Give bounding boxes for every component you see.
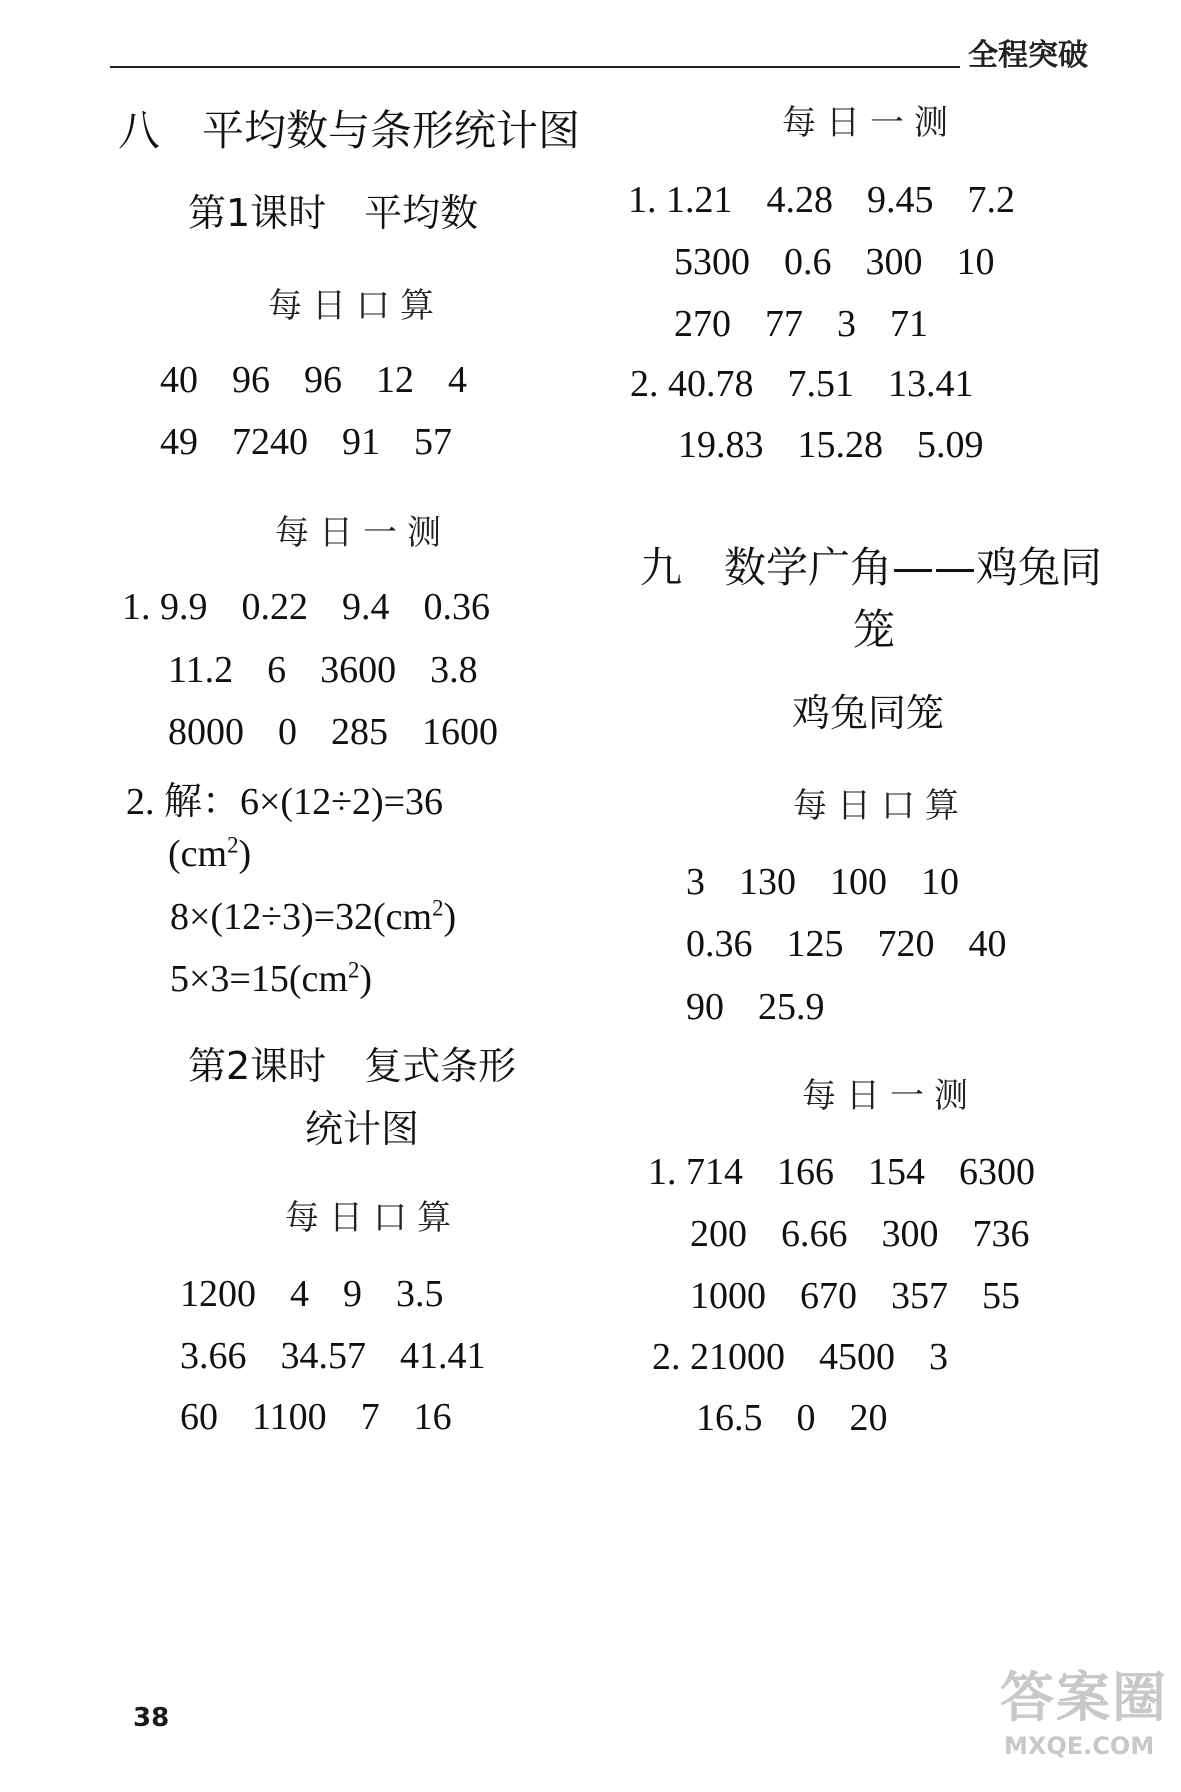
page-number: 38 xyxy=(133,1703,170,1733)
answer-value: 9.45 xyxy=(867,179,934,221)
answer-value: 2. 21000 xyxy=(652,1336,785,1378)
answer-value: 49 xyxy=(160,421,198,463)
answer-value: 270 xyxy=(674,303,731,345)
answer-value: 357 xyxy=(891,1275,948,1317)
answer-row xyxy=(180,1395,452,1439)
answer-line: $5\times 3=15(cm^2)$ xyxy=(170,957,373,1000)
answer-value: 0.36 xyxy=(423,586,490,628)
watermark-url: MXQE.COM xyxy=(1004,1732,1155,1760)
answer-row xyxy=(674,302,928,346)
answer-value: 90 xyxy=(686,986,724,1028)
answer-row xyxy=(630,362,974,406)
answer-value: 15.28 xyxy=(797,424,883,466)
answer-value: 8000 xyxy=(168,711,244,753)
answer-value: 1600 xyxy=(422,711,498,753)
answer-value: 4500 xyxy=(819,1336,895,1378)
answer-value: 1100 xyxy=(252,1396,327,1438)
section-title: 每日一测 xyxy=(782,103,958,143)
answer-value: 166 xyxy=(777,1151,834,1193)
answer-value: 19.83 xyxy=(678,424,764,466)
answer-row xyxy=(160,420,452,464)
answer-value: 20 xyxy=(849,1397,888,1439)
answer-value: 100 xyxy=(830,861,887,903)
answer-value: 7.2 xyxy=(967,179,1015,221)
answer-value: 300 xyxy=(865,241,923,283)
section-title: 每日口算 xyxy=(793,786,969,826)
answer-value: 2. 40.78 xyxy=(630,363,754,405)
answer-row xyxy=(180,1272,444,1316)
answer-value: 736 xyxy=(972,1213,1030,1255)
answer-value: 4 xyxy=(448,359,467,401)
answer-value: 0.36 xyxy=(686,923,753,965)
answer-value: 71 xyxy=(890,303,928,345)
answer-row xyxy=(652,1335,948,1379)
section-title: 每日口算 xyxy=(285,1198,461,1238)
answer-value: 34.57 xyxy=(280,1335,366,1377)
watermark-text: 答案圈 xyxy=(1000,1666,1168,1729)
answer-value: 5.09 xyxy=(917,424,984,466)
answer-row xyxy=(690,1212,1030,1256)
lesson-title: 第2课时 复式条形 xyxy=(188,1044,517,1088)
answer-value: 57 xyxy=(414,421,452,463)
answer-value: 125 xyxy=(786,923,844,965)
answer-value: 300 xyxy=(881,1213,939,1255)
section-title: 每日口算 xyxy=(268,286,444,326)
answer-value: 40 xyxy=(160,359,198,401)
answer-value: 6300 xyxy=(959,1151,1035,1193)
watermark xyxy=(1000,1655,1168,1760)
chapter-title: 九 数学广角——鸡兔同 xyxy=(640,543,1103,592)
answer-row xyxy=(160,358,467,402)
answer-value: 0.6 xyxy=(784,241,832,283)
answer-value: 55 xyxy=(982,1275,1020,1317)
answer-value: 1200 xyxy=(180,1273,256,1315)
answer-value: 6.66 xyxy=(781,1213,848,1255)
answer-value: 25.9 xyxy=(758,986,825,1028)
answer-value: 40 xyxy=(968,923,1007,965)
chapter-title: 笼 xyxy=(853,605,896,654)
answer-value: 200 xyxy=(690,1213,747,1255)
answer-value: 285 xyxy=(331,711,388,753)
chapter-title: 八 平均数与条形统计图 xyxy=(118,106,581,155)
answer-value: 3 xyxy=(929,1336,948,1378)
answer-value: 0 xyxy=(796,1397,816,1439)
answer-value: 3 xyxy=(837,303,856,345)
answer-value: 4 xyxy=(290,1273,309,1315)
answer-line: $8\times(12\div 3)=32(cm^2)$ xyxy=(170,895,457,938)
lesson-title: 鸡兔同笼 xyxy=(792,691,945,735)
answer-value: 7.51 xyxy=(787,363,854,405)
answer-value: 0.22 xyxy=(241,586,308,628)
answer-value: 77 xyxy=(765,303,803,345)
answer-value: 5300 xyxy=(674,241,750,283)
answer-row xyxy=(122,585,490,629)
answer-row xyxy=(168,710,498,754)
answer-row xyxy=(686,985,825,1029)
answer-value: 9.4 xyxy=(342,586,390,628)
lesson-title: 第1课时 平均数 xyxy=(188,191,479,235)
section-title: 每日一测 xyxy=(275,513,451,553)
answer-value: 7 xyxy=(360,1396,380,1438)
answer-value: 670 xyxy=(800,1275,857,1317)
answer-value: 9 xyxy=(343,1273,362,1315)
answer-row xyxy=(180,1334,486,1378)
answer-value: 6 xyxy=(267,649,287,691)
answer-line: $(cm^2)$ xyxy=(168,832,252,875)
answer-row xyxy=(696,1396,888,1440)
answer-value: 4.28 xyxy=(766,179,833,221)
answer-value: 41.41 xyxy=(400,1335,486,1377)
answer-value: 16.5 xyxy=(696,1397,763,1439)
answer-value: 130 xyxy=(739,861,796,903)
answer-row xyxy=(628,178,1015,222)
answer-row xyxy=(674,240,995,284)
answer-value: 96 xyxy=(232,359,270,401)
answer-value: 7240 xyxy=(232,421,308,463)
answer-value: 154 xyxy=(868,1151,925,1193)
answer-value: 13.41 xyxy=(888,363,974,405)
answer-value: 1. 714 xyxy=(648,1151,743,1193)
answer-value: 3.66 xyxy=(180,1335,247,1377)
answer-row xyxy=(168,648,478,692)
header-rule xyxy=(110,66,960,68)
answer-row xyxy=(678,423,984,467)
answer-row xyxy=(686,922,1007,966)
answer-value: 12 xyxy=(376,359,414,401)
answer-value: 11.2 xyxy=(168,649,234,691)
answer-row xyxy=(690,1274,1020,1318)
answer-row xyxy=(648,1150,1035,1194)
answer-value: 91 xyxy=(342,421,380,463)
answer-value: 16 xyxy=(413,1396,452,1438)
answer-value: 3.8 xyxy=(430,649,478,691)
answer-value: 96 xyxy=(304,359,342,401)
answer-value: 10 xyxy=(921,861,959,903)
answer-value: 1000 xyxy=(690,1275,766,1317)
lesson-title: 统计图 xyxy=(305,1107,420,1151)
answer-value: 60 xyxy=(180,1396,218,1438)
answer-value: 1. 9.9 xyxy=(122,586,208,628)
answer-value: 3600 xyxy=(320,649,397,691)
answer-value: 0 xyxy=(278,711,297,753)
header-brand: 全程突破 xyxy=(968,38,1088,73)
answer-value: 720 xyxy=(877,923,935,965)
answer-line: 2. 解：6×(12÷2)=36 xyxy=(126,781,444,823)
answer-value: 10 xyxy=(956,241,995,283)
section-title: 每日一测 xyxy=(802,1076,978,1116)
answer-value: 1. 1.21 xyxy=(628,179,733,221)
answer-row xyxy=(686,860,959,904)
answer-value: 3.5 xyxy=(396,1273,444,1315)
answer-value: 3 xyxy=(686,861,705,903)
